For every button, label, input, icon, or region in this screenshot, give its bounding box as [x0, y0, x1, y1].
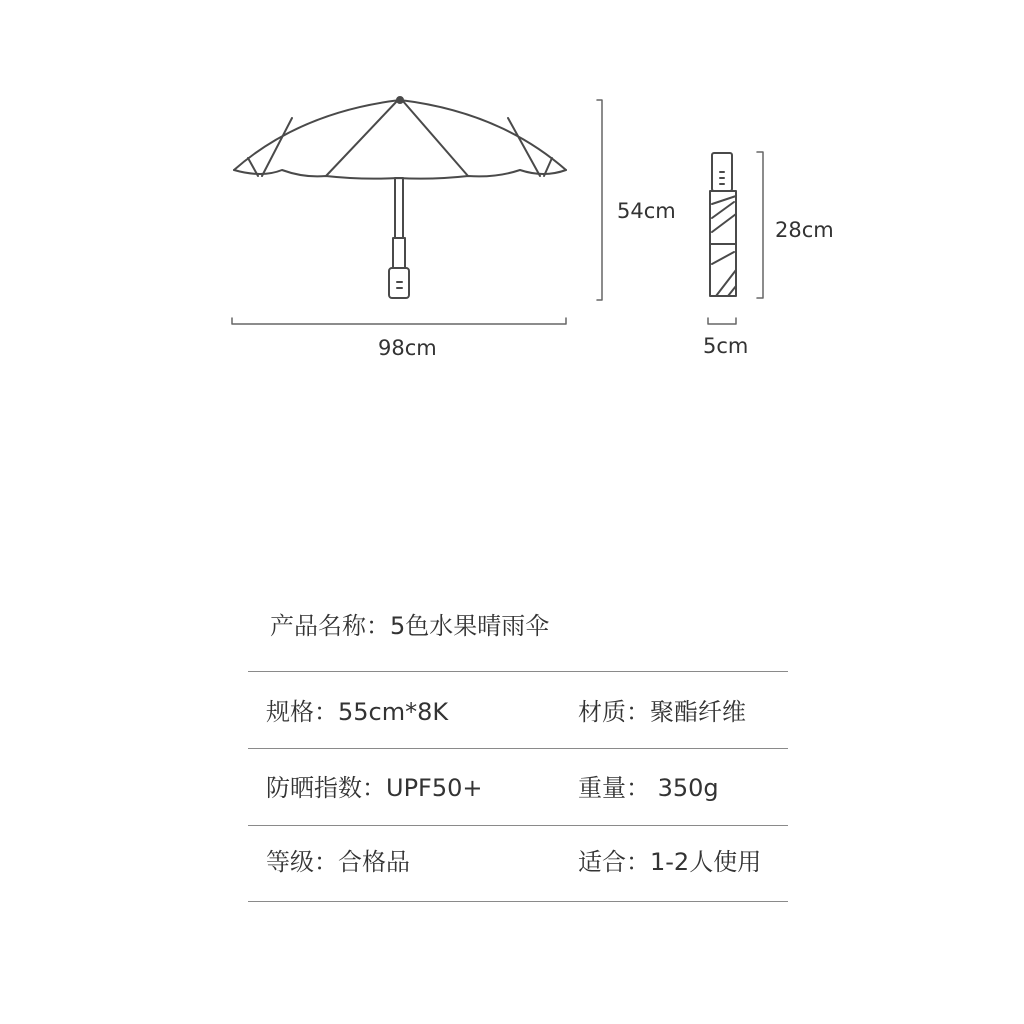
divider	[248, 748, 788, 749]
divider	[248, 901, 788, 902]
spec-row	[248, 776, 788, 850]
dimension-lines	[232, 100, 763, 324]
open-width-label: 98cm	[378, 336, 437, 360]
spec-right: 适合：1-2人使用	[578, 848, 762, 876]
spec-row	[248, 700, 788, 774]
spec-row	[248, 850, 788, 924]
product-name: 产品名称：5色水果晴雨伞	[270, 612, 550, 640]
spec-left: 等级：合格品	[266, 848, 410, 876]
closed-width-label: 5cm	[703, 334, 749, 358]
spec-right: 重量： 350g	[578, 774, 719, 802]
umbrella-size-diagram	[0, 0, 1024, 420]
spec-right: 材质：聚酯纤维	[578, 698, 746, 726]
closed-height-label: 28cm	[775, 218, 834, 242]
spec-left: 规格：55cm*8K	[266, 698, 449, 726]
open-height-label: 54cm	[617, 199, 676, 223]
open-umbrella-icon	[234, 97, 566, 298]
spec-left: 防晒指数：UPF50+	[266, 774, 483, 802]
divider	[248, 671, 788, 672]
divider	[248, 825, 788, 826]
closed-umbrella-icon	[710, 153, 736, 296]
